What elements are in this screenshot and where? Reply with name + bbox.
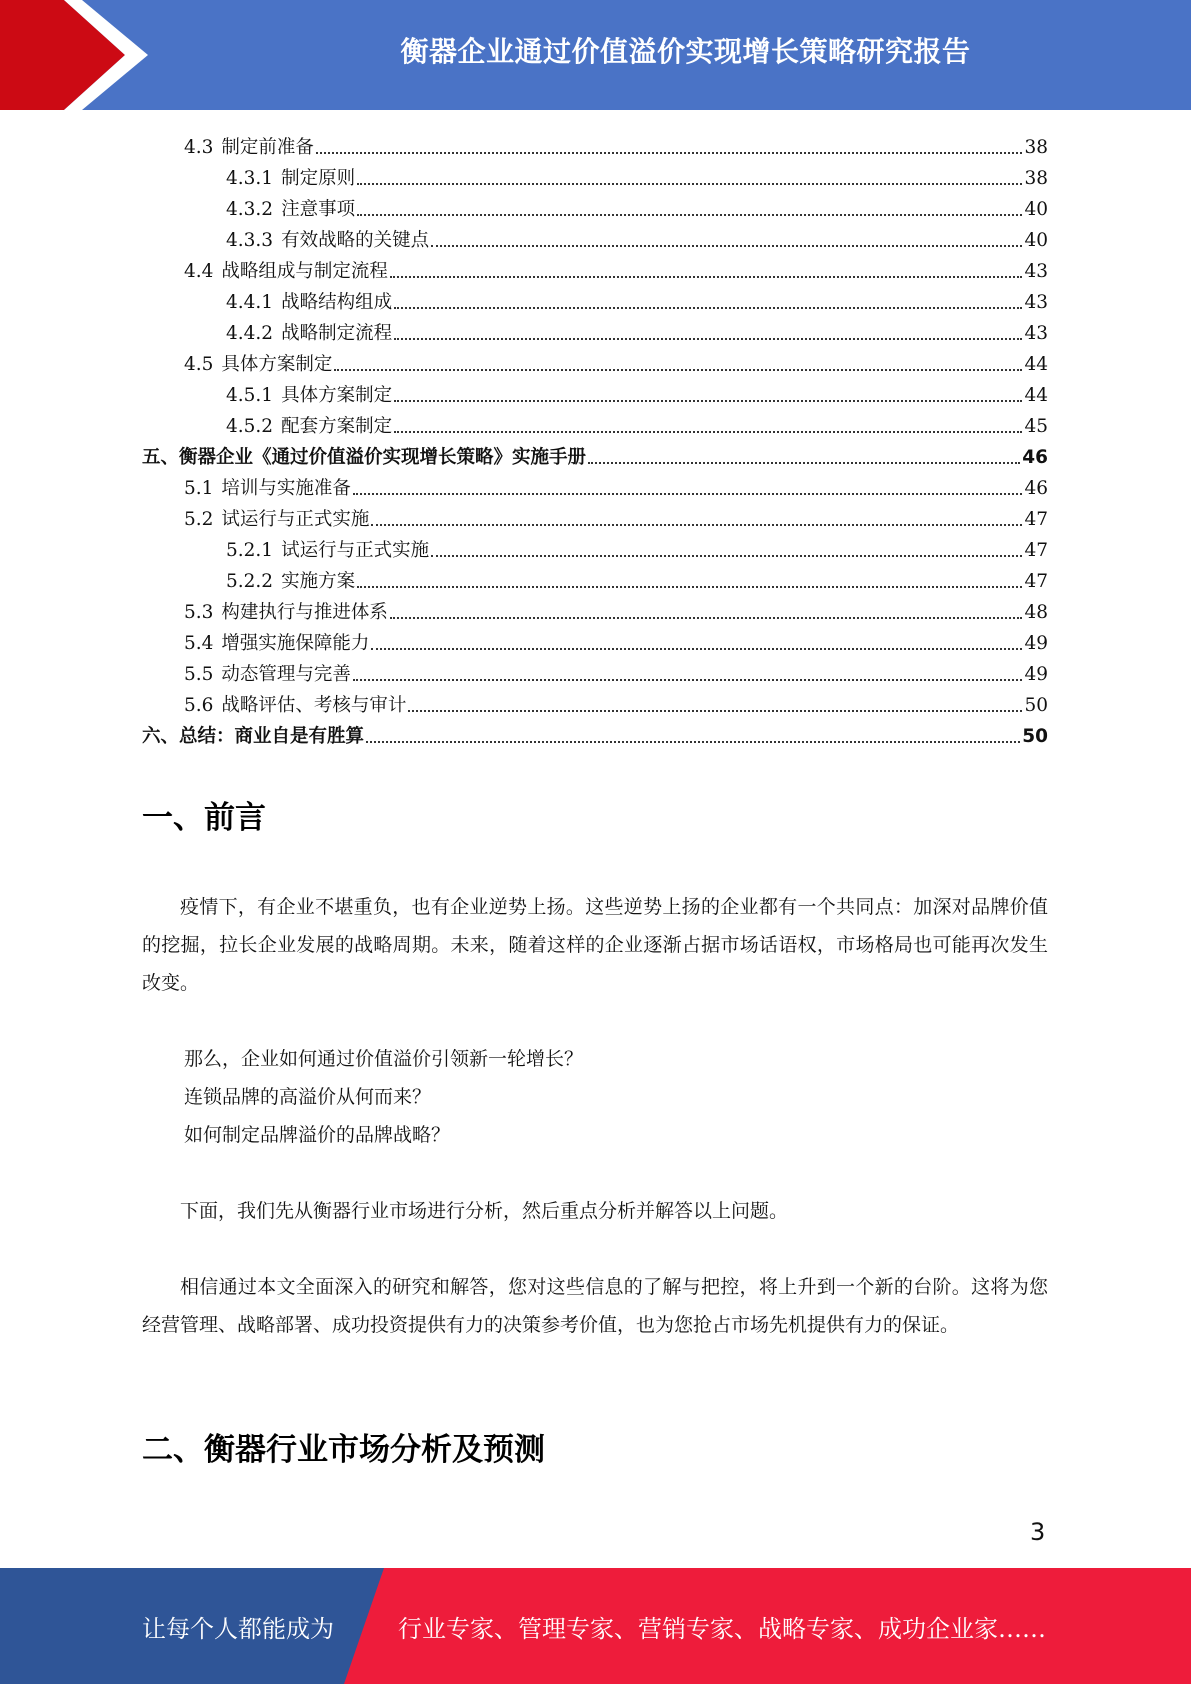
preface-question-2: 连锁品牌的高溢价从何而来？ xyxy=(184,1086,432,1108)
toc-entry-number: 5.2 xyxy=(184,509,214,530)
toc-entry-page: 49 xyxy=(1024,664,1048,685)
toc-entry-page: 44 xyxy=(1024,354,1048,375)
toc-entry-number: 4.3.2 xyxy=(226,199,274,220)
toc-entry-number: 4.3.3 xyxy=(226,230,274,251)
toc-dot-leader xyxy=(431,244,1022,247)
toc-entry-number: 4.5.2 xyxy=(226,416,274,437)
preface-question-1: 那么，企业如何通过价值溢价引领新一轮增长？ xyxy=(184,1048,584,1070)
toc-entry-page: 40 xyxy=(1024,199,1048,220)
toc-dot-leader xyxy=(366,740,1020,743)
toc-dot-leader xyxy=(353,492,1023,495)
toc-entry[interactable] xyxy=(142,314,1048,345)
toc-entry-number: 5.2.2 xyxy=(226,571,274,592)
toc-entry[interactable] xyxy=(142,562,1048,593)
toc-dot-leader xyxy=(394,337,1022,340)
toc-entry-page: 50 xyxy=(1022,726,1048,747)
toc-entry[interactable] xyxy=(142,159,1048,190)
toc-entry-title: 制定原则 xyxy=(281,168,356,189)
toc-entry-title: 六、总结：商业自是有胜算 xyxy=(142,726,365,747)
toc-entry[interactable] xyxy=(142,469,1048,500)
page-header xyxy=(0,0,1191,110)
toc-entry[interactable] xyxy=(142,655,1048,686)
toc-entry-number: 4.5 xyxy=(184,354,214,375)
footer-slogan-left: 让每个人都能成为 xyxy=(142,1614,334,1643)
toc-entry-page: 43 xyxy=(1024,292,1048,313)
page-footer xyxy=(0,1568,1191,1684)
toc-entry-number: 4.5.1 xyxy=(226,385,274,406)
toc-entry-page: 38 xyxy=(1024,168,1048,189)
toc-entry-title: 战略组成与制定流程 xyxy=(221,261,388,282)
toc-entry-title: 有效战略的关键点 xyxy=(281,230,430,251)
toc-entry-page: 49 xyxy=(1024,633,1048,654)
toc-entry-title: 具体方案制定 xyxy=(221,354,333,375)
toc-entry-title: 注意事项 xyxy=(281,199,356,220)
toc-entry-title: 战略结构组成 xyxy=(281,292,393,313)
toc-entry-title: 战略制定流程 xyxy=(281,323,393,344)
toc-entry[interactable] xyxy=(142,345,1048,376)
toc-entry-page: 40 xyxy=(1024,230,1048,251)
toc-entry[interactable] xyxy=(142,128,1048,159)
preface-paragraph-1: 疫情下，有企业不堪重负，也有企业逆势上扬。这些逆势上扬的企业都有一个共同点：加深对品牌价值的挖掘，拉长企业发展的战略周期。未来，随着这样的企业逐渐占据市场话语权，市场格局也可能再次发生改变。 xyxy=(142,896,1048,994)
toc-dot-leader xyxy=(357,585,1022,588)
toc-entry-page: 46 xyxy=(1022,447,1048,468)
toc-entry[interactable] xyxy=(142,531,1048,562)
toc-entry-page: 48 xyxy=(1024,602,1048,623)
table-of-contents xyxy=(142,128,1048,748)
toc-dot-leader xyxy=(357,213,1022,216)
toc-entry-number: 4.4 xyxy=(184,261,214,282)
toc-dot-leader xyxy=(588,461,1020,464)
toc-entry-number: 5.3 xyxy=(184,602,214,623)
toc-dot-leader xyxy=(390,275,1023,278)
toc-entry[interactable] xyxy=(142,407,1048,438)
page-number: 3 xyxy=(1030,1518,1046,1546)
toc-entry-title: 战略评估、考核与审计 xyxy=(221,695,407,716)
toc-entry-page: 47 xyxy=(1024,540,1048,561)
footer-slogan-right: 行业专家、管理专家、营销专家、战略专家、成功企业家…… xyxy=(398,1614,1046,1643)
toc-entry-title: 五、衡器企业《通过价值溢价实现增长策略》实施手册 xyxy=(142,447,587,468)
toc-entry-title: 试运行与正式实施 xyxy=(221,509,370,530)
toc-entry[interactable] xyxy=(142,221,1048,252)
document-title: 衡器企业通过价值溢价实现增长策略研究报告 xyxy=(400,35,971,68)
toc-dot-leader xyxy=(431,554,1022,557)
toc-entry-page: 38 xyxy=(1024,137,1048,158)
toc-entry-title: 动态管理与完善 xyxy=(221,664,351,685)
toc-entry-number: 4.4.2 xyxy=(226,323,274,344)
toc-dot-leader xyxy=(390,616,1023,619)
toc-entry-page: 43 xyxy=(1024,323,1048,344)
toc-entry[interactable] xyxy=(142,190,1048,221)
preface-question-3: 如何制定品牌溢价的品牌战略？ xyxy=(184,1124,451,1146)
toc-dot-leader xyxy=(357,182,1022,185)
toc-entry-number: 4.4.1 xyxy=(226,292,274,313)
toc-dot-leader xyxy=(408,709,1022,712)
toc-entry-title: 培训与实施准备 xyxy=(221,478,351,499)
toc-entry[interactable] xyxy=(142,252,1048,283)
toc-dot-leader xyxy=(371,647,1022,650)
toc-entry[interactable] xyxy=(142,717,1048,748)
toc-entry[interactable] xyxy=(142,686,1048,717)
toc-dot-leader xyxy=(316,151,1023,154)
toc-entry-page: 47 xyxy=(1024,509,1048,530)
toc-entry-page: 45 xyxy=(1024,416,1048,437)
toc-entry-title: 制定前准备 xyxy=(221,137,314,158)
toc-entry-number: 5.2.1 xyxy=(226,540,274,561)
toc-entry[interactable] xyxy=(142,500,1048,531)
toc-entry-number: 5.6 xyxy=(184,695,214,716)
toc-dot-leader xyxy=(353,678,1023,681)
toc-entry[interactable] xyxy=(142,624,1048,655)
toc-entry-number: 5.5 xyxy=(184,664,214,685)
toc-entry-title: 具体方案制定 xyxy=(281,385,393,406)
preface-paragraph-3: 相信通过本文全面深入的研究和解答，您对这些信息的了解与把控，将上升到一个新的台阶。这将为您经营管理、战略部署、成功投资提供有力的决策参考价值，也为您抢占市场先机提供有力的保证。 xyxy=(142,1276,1048,1336)
preface-paragraph-2: 下面，我们先从衡器行业市场进行分析，然后重点分析并解答以上问题。 xyxy=(180,1200,789,1222)
toc-entry-title: 构建执行与推进体系 xyxy=(221,602,388,623)
section-heading-preface: 一、前言 xyxy=(142,800,266,836)
toc-entry[interactable] xyxy=(142,376,1048,407)
toc-entry-page: 44 xyxy=(1024,385,1048,406)
toc-dot-leader xyxy=(394,399,1022,402)
toc-entry-page: 46 xyxy=(1024,478,1048,499)
toc-entry-title: 试运行与正式实施 xyxy=(281,540,430,561)
toc-entry[interactable] xyxy=(142,438,1048,469)
toc-entry-number: 4.3 xyxy=(184,137,214,158)
toc-entry-title: 增强实施保障能力 xyxy=(221,633,370,654)
toc-entry[interactable] xyxy=(142,283,1048,314)
toc-entry-title: 配套方案制定 xyxy=(281,416,393,437)
toc-entry-page: 47 xyxy=(1024,571,1048,592)
toc-entry-page: 43 xyxy=(1024,261,1048,282)
toc-dot-leader xyxy=(394,430,1022,433)
toc-entry-title: 实施方案 xyxy=(281,571,356,592)
toc-entry-number: 5.1 xyxy=(184,478,214,499)
toc-entry-number: 4.3.1 xyxy=(226,168,274,189)
toc-dot-leader xyxy=(394,306,1022,309)
toc-entry-number: 5.4 xyxy=(184,633,214,654)
toc-dot-leader xyxy=(371,523,1022,526)
toc-entry[interactable] xyxy=(142,593,1048,624)
section-heading-market-analysis: 二、衡器行业市场分析及预测 xyxy=(142,1432,545,1468)
toc-entry-page: 50 xyxy=(1024,695,1048,716)
toc-dot-leader xyxy=(334,368,1022,371)
